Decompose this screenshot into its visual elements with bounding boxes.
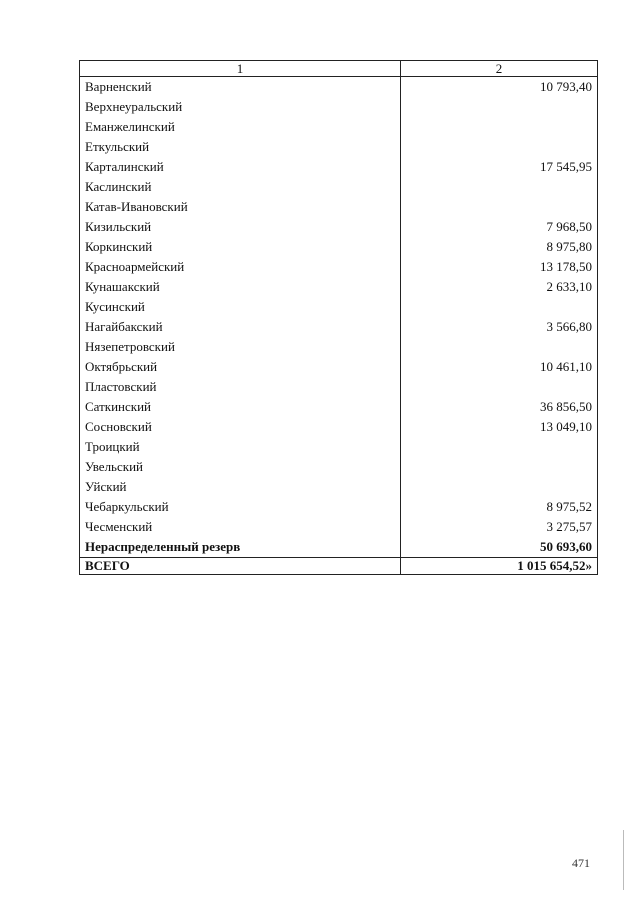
- reserve-value: 50 693,60: [401, 537, 598, 558]
- district-name: Еманжелинский: [80, 117, 401, 137]
- table-row: [80, 177, 598, 197]
- table-row: [80, 397, 598, 417]
- district-name: Чебаркульский: [80, 497, 401, 517]
- table-body: [80, 77, 598, 575]
- table-header-row: [80, 61, 598, 77]
- reserve-label: Нераспределенный резерв: [80, 537, 401, 558]
- table-row: [80, 97, 598, 117]
- district-name: Кусинский: [80, 297, 401, 317]
- district-value: 8 975,80: [401, 237, 598, 257]
- district-name: Карталинский: [80, 157, 401, 177]
- district-name: Нагайбакский: [80, 317, 401, 337]
- table-row: [80, 77, 598, 98]
- district-name: Каслинский: [80, 177, 401, 197]
- table-row: [80, 417, 598, 437]
- district-name: Катав-Ивановский: [80, 197, 401, 217]
- district-name: Чесменский: [80, 517, 401, 537]
- total-value: 1 015 654,52»: [401, 558, 598, 575]
- district-value: 13 178,50: [401, 257, 598, 277]
- district-name: Верхнеуральский: [80, 97, 401, 117]
- district-value: 13 049,10: [401, 417, 598, 437]
- table-row: [80, 257, 598, 277]
- district-name: Троицкий: [80, 437, 401, 457]
- district-value: [401, 297, 598, 317]
- table-row: [80, 377, 598, 397]
- district-name: Кизильский: [80, 217, 401, 237]
- district-name: Сосновский: [80, 417, 401, 437]
- district-value: 10 461,10: [401, 357, 598, 377]
- table-row: [80, 337, 598, 357]
- district-value: 2 633,10: [401, 277, 598, 297]
- page-number: 471: [572, 856, 590, 870]
- district-value: [401, 457, 598, 477]
- table-row: [80, 297, 598, 317]
- district-value: [401, 97, 598, 117]
- table-row: [80, 437, 598, 457]
- allocation-table: [79, 60, 598, 575]
- table-row: [80, 357, 598, 377]
- district-value: 17 545,95: [401, 157, 598, 177]
- district-name: Саткинский: [80, 397, 401, 417]
- district-value: 8 975,52: [401, 497, 598, 517]
- table-row: [80, 277, 598, 297]
- district-value: 7 968,50: [401, 217, 598, 237]
- district-value: [401, 477, 598, 497]
- reserve-row: [80, 537, 598, 558]
- district-value: 10 793,40: [401, 77, 598, 98]
- district-name: Варненский: [80, 77, 401, 98]
- table-row: [80, 517, 598, 537]
- column-header-2: 2: [401, 61, 598, 77]
- table-row: [80, 237, 598, 257]
- district-name: Нязепетровский: [80, 337, 401, 357]
- table-row: [80, 137, 598, 157]
- district-name: Кунашакский: [80, 277, 401, 297]
- district-value: [401, 197, 598, 217]
- table-row: [80, 497, 598, 517]
- district-value: 3 566,80: [401, 317, 598, 337]
- column-header-1: 1: [80, 61, 401, 77]
- table-row: [80, 117, 598, 137]
- table-row: [80, 457, 598, 477]
- district-name: Уйский: [80, 477, 401, 497]
- district-name: Красноармейский: [80, 257, 401, 277]
- table-row: [80, 317, 598, 337]
- scan-edge-line: [623, 830, 624, 890]
- district-value: [401, 137, 598, 157]
- table-row: [80, 197, 598, 217]
- district-value: [401, 177, 598, 197]
- district-name: Коркинский: [80, 237, 401, 257]
- district-value: [401, 437, 598, 457]
- total-label: ВСЕГО: [80, 558, 401, 575]
- district-name: Еткульский: [80, 137, 401, 157]
- district-name: Пластовский: [80, 377, 401, 397]
- table-row: [80, 477, 598, 497]
- total-row: [80, 558, 598, 575]
- district-value: 3 275,57: [401, 517, 598, 537]
- table-row: [80, 217, 598, 237]
- district-value: [401, 337, 598, 357]
- district-value: 36 856,50: [401, 397, 598, 417]
- district-name: Увельский: [80, 457, 401, 477]
- district-name: Октябрьский: [80, 357, 401, 377]
- district-value: [401, 117, 598, 137]
- table-row: [80, 157, 598, 177]
- district-value: [401, 377, 598, 397]
